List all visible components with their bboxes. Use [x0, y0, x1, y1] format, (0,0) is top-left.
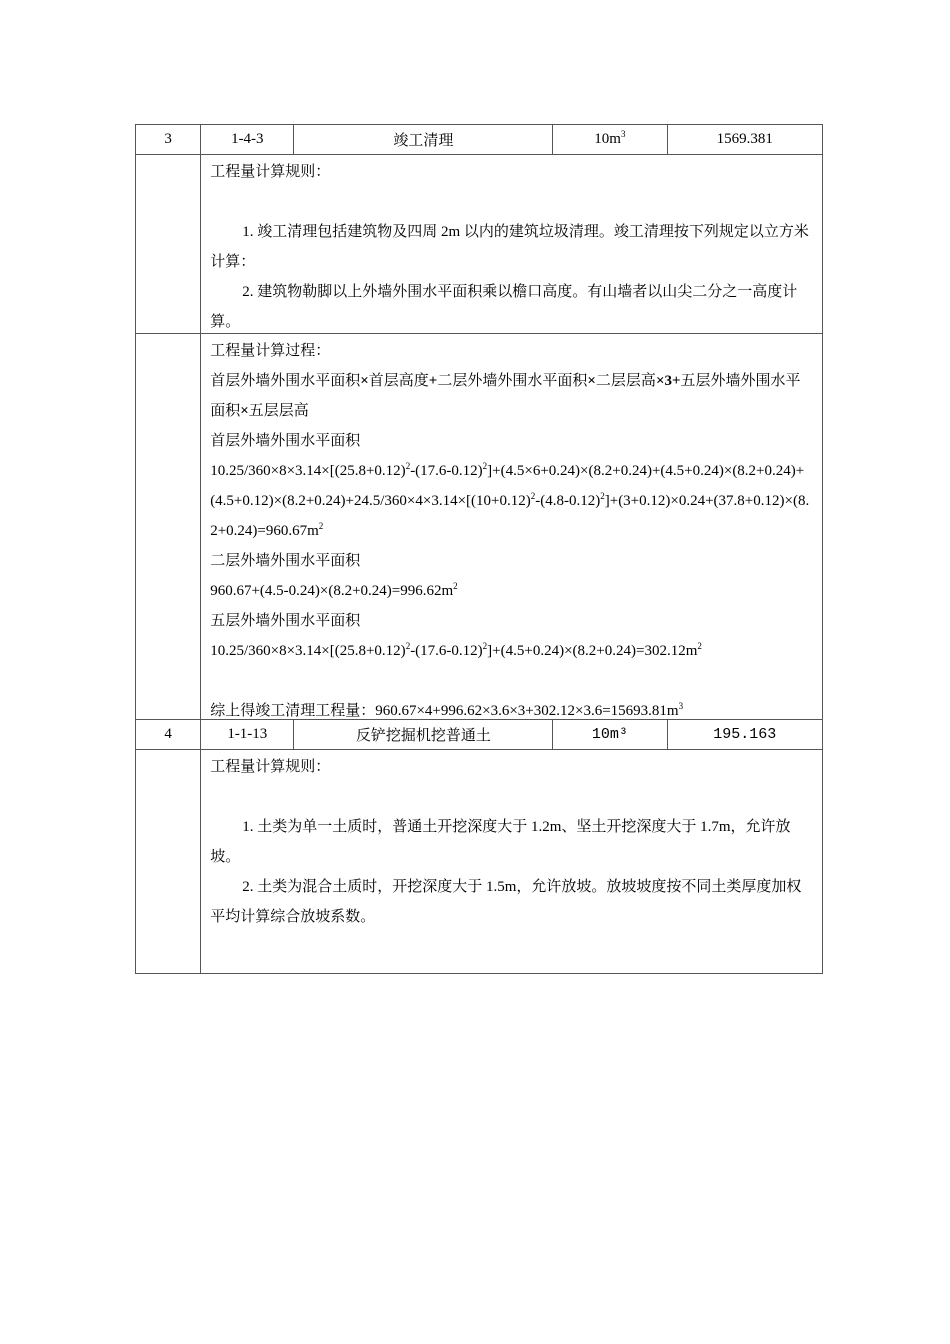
empty-cell	[136, 155, 201, 334]
rule-1: 1. 土类为单一土质时，普通土开挖深度大于 1.2m、坚土开挖深度大于 1.7m，允许放坡。	[210, 819, 791, 865]
calc-sup: 2	[530, 491, 536, 501]
item3-unit-base: 10m	[594, 131, 621, 147]
item3-rules-cell	[201, 155, 823, 334]
item4-code: 1-1-13	[201, 720, 294, 750]
calc-part: ]+(3+0.12)×0.24+(37.8+0.12)×(8.2+0.24)=960.67m	[210, 493, 810, 539]
first-floor-calc	[210, 456, 814, 546]
item4-rules-cell	[201, 750, 823, 974]
summary-label: 综上得竣工清理工程量：	[210, 703, 376, 719]
calc-part: -(17.6-0.12)	[410, 643, 483, 659]
calc-sup: 2	[482, 641, 488, 651]
item3-number: 3	[136, 125, 201, 155]
item3-quantity: 1569.381	[667, 125, 822, 155]
item3-code: 1-4-3	[201, 125, 294, 155]
formula-part: 二层外墙外围水平面积	[437, 373, 588, 389]
calc-part: 960.67+(4.5-0.24)×(8.2+0.24)=996.62m	[210, 583, 454, 599]
calc-part: ]+(4.5×6+0.24)×(8.2+0.24)+(4.5+0.24)×(8.2+0.24)+(4.5+0.12)×(8.2+0.24)+24.5/360×4×3.14×[(10+0.12)	[210, 463, 805, 509]
process-heading: 工程量计算过程：	[210, 343, 331, 359]
fifth-floor-calc	[210, 636, 814, 666]
empty-cell	[136, 750, 201, 974]
item4-unit: 10m³	[553, 720, 667, 750]
calc-sup: 2	[318, 521, 324, 531]
rules-heading: 工程量计算规则：	[210, 164, 331, 180]
process-formula	[210, 366, 814, 426]
formula-op: ×	[240, 403, 249, 419]
item3-unit-sup: 3	[620, 129, 626, 139]
item4-quantity: 195.163	[667, 720, 822, 750]
calc-part: -(17.6-0.12)	[410, 463, 483, 479]
calc-part: 10.25/360×8×3.14×[(25.8+0.12)	[210, 643, 406, 659]
rules-heading: 工程量计算规则：	[210, 759, 331, 775]
item4-name: 反铲挖掘机挖普通土	[294, 720, 553, 750]
formula-part: 五层外墙外围水平面积	[210, 373, 801, 419]
item3-process-row	[136, 334, 823, 720]
calc-sup: 2	[697, 641, 702, 651]
quantity-calculation-table	[135, 124, 823, 974]
formula-part: 二层层高	[595, 373, 656, 389]
formula-part: 五层层高	[248, 403, 309, 419]
item3-rules-row	[136, 155, 823, 334]
calc-sup: 2	[600, 491, 605, 501]
calc-sup: 2	[405, 641, 411, 651]
calc-part: 10.25/360×8×3.14×[(25.8+0.12)	[210, 463, 406, 479]
formula-op: +	[428, 373, 438, 389]
formula-op: ×	[360, 373, 369, 389]
calc-sup: 2	[405, 461, 411, 471]
formula-part: 首层外墙外围水平面积	[210, 373, 361, 389]
rule-2: 2. 建筑物勒脚以上外墙外围水平面积乘以檐口高度。有山墙者以山尖二分之一高度计算。	[210, 284, 798, 330]
item4-rules-row	[136, 750, 823, 974]
rule-1: 1. 竣工清理包括建筑物及四周 2m 以内的建筑垃圾清理。竣工清理按下列规定以立方米计算：	[210, 224, 809, 270]
summary-value: 960.67×4+996.62×3.6×3+302.12×3.6=15693.81m	[375, 703, 679, 719]
calc-part: ]+(4.5+0.24)×(8.2+0.24)=302.12m	[487, 643, 698, 659]
second-floor-label: 二层外墙外围水平面积	[210, 553, 361, 569]
formula-op: ×3+	[655, 373, 681, 389]
item3-header-row	[136, 125, 823, 155]
second-floor-calc	[210, 576, 814, 606]
item4-number: 4	[136, 720, 201, 750]
first-floor-label: 首层外墙外围水平面积	[210, 433, 361, 449]
item3-name: 竣工清理	[294, 125, 553, 155]
formula-op: ×	[587, 373, 596, 389]
calc-sup: 2	[482, 461, 488, 471]
rule-2: 2. 土类为混合土质时，开挖深度大于 1.5m，允许放坡。放坡坡度按不同土类厚度加权平均计算综合放坡系数。	[210, 879, 802, 925]
summary-sup: 3	[678, 701, 684, 711]
calc-sup: 2	[453, 581, 458, 591]
empty-cell	[136, 334, 201, 720]
formula-part: 首层高度	[368, 373, 429, 389]
item3-unit	[553, 125, 667, 155]
calc-part: -(4.8-0.12)	[535, 493, 601, 509]
fifth-floor-label: 五层外墙外围水平面积	[210, 613, 361, 629]
item3-process-cell	[201, 334, 823, 720]
